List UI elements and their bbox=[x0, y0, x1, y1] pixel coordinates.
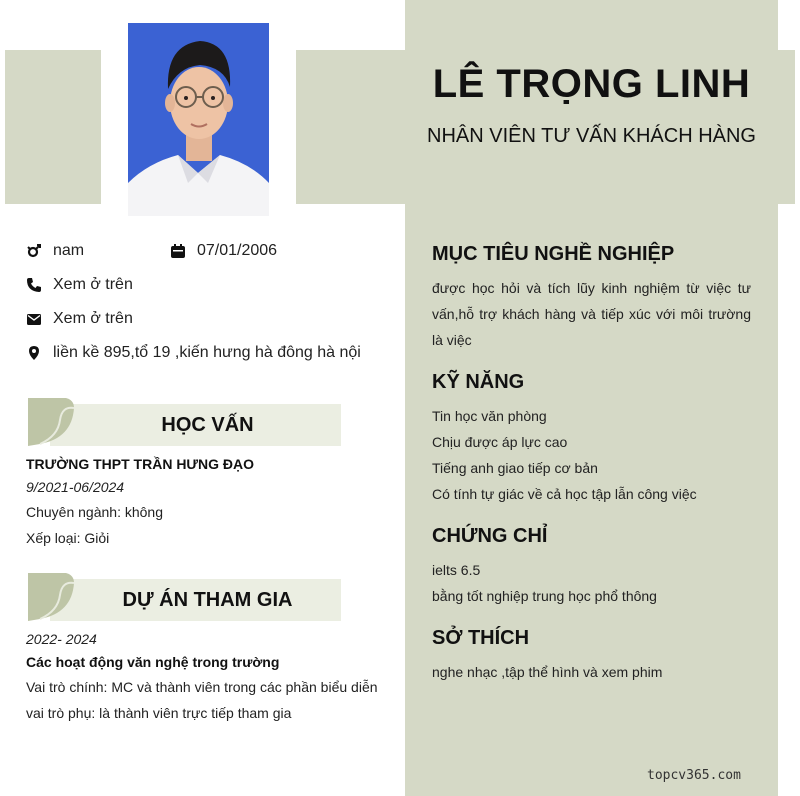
skill-item: Có tính tự giác về cả học tập lẫn công việc bbox=[432, 486, 697, 502]
header-band-middle bbox=[296, 50, 405, 204]
contact-gender bbox=[26, 242, 84, 260]
skills-list bbox=[432, 403, 751, 507]
watermark: topcv365.com bbox=[647, 768, 741, 783]
project-role-main: Vai trò chính: MC và thành viên trong các phần biểu diễn bbox=[26, 679, 378, 695]
contact-phone bbox=[26, 276, 133, 294]
contact-email bbox=[26, 310, 133, 328]
hobbies-text: nghe nhạc ,tập thể hình và xem phim bbox=[432, 664, 663, 680]
education-rank: Xếp loại: Giỏi bbox=[26, 530, 110, 546]
gender-icon bbox=[26, 243, 42, 259]
email-value: Xem ở trên bbox=[53, 310, 133, 327]
birthday-value: 07/01/2006 bbox=[197, 242, 278, 259]
education-header bbox=[26, 398, 341, 446]
education-major: Chuyên ngành: không bbox=[26, 504, 163, 520]
skills-title: KỸ NĂNG bbox=[432, 371, 525, 393]
education-title: HỌC VẤN bbox=[161, 414, 254, 436]
phone-value: Xem ở trên bbox=[53, 276, 133, 293]
projects-title: DỰ ÁN THAM GIA bbox=[122, 589, 293, 611]
header-band-left bbox=[5, 50, 101, 204]
projects-header bbox=[26, 573, 341, 621]
candidate-position: NHÂN VIÊN TƯ VẤN KHÁCH HÀNG bbox=[427, 125, 756, 147]
skill-item: Chịu được áp lực cao bbox=[432, 434, 568, 450]
project-role-sub: vai trò phụ: là thành viên trực tiếp tham gia bbox=[26, 705, 292, 721]
section-tab-icon bbox=[26, 398, 74, 446]
certificates-list bbox=[432, 557, 751, 609]
contact-address bbox=[26, 344, 361, 362]
skill-item: Tiếng anh giao tiếp cơ bản bbox=[432, 460, 598, 476]
map-pin-icon bbox=[26, 345, 42, 361]
project-period: 2022- 2024 bbox=[26, 631, 97, 647]
certificate-item: bằng tốt nghiệp trung học phổ thông bbox=[432, 588, 657, 604]
objective-title: MỤC TIÊU NGHỀ NGHIỆP bbox=[432, 243, 675, 265]
calendar-icon bbox=[170, 243, 186, 259]
hobbies-title: SỞ THÍCH bbox=[432, 627, 530, 649]
objective-text: được học hỏi và tích lũy kinh nghiệm từ việc tư vấn,hỗ trợ khách hàng và tiếp xúc với môi trường là việc bbox=[432, 280, 751, 348]
header-band-right bbox=[778, 50, 795, 204]
section-tab-icon bbox=[26, 573, 74, 621]
phone-icon bbox=[26, 277, 42, 293]
contact-birthday bbox=[170, 242, 277, 260]
certificates-title: CHỨNG CHỈ bbox=[432, 525, 548, 547]
gender-value: nam bbox=[53, 242, 85, 259]
project-name: Các hoạt động văn nghệ trong trường bbox=[26, 654, 280, 670]
address-value: liền kề 895,tổ 19 ,kiến hưng hà đông hà nội bbox=[53, 344, 361, 361]
education-school: TRƯỜNG THPT TRẦN HƯNG ĐẠO bbox=[26, 456, 255, 472]
envelope-icon bbox=[26, 311, 42, 327]
education-period: 9/2021-06/2024 bbox=[26, 479, 125, 495]
certificate-item: ielts 6.5 bbox=[432, 562, 481, 578]
profile-photo bbox=[128, 23, 269, 216]
skill-item: Tin học văn phòng bbox=[432, 408, 547, 424]
candidate-name: LÊ TRỌNG LINH bbox=[432, 62, 751, 106]
